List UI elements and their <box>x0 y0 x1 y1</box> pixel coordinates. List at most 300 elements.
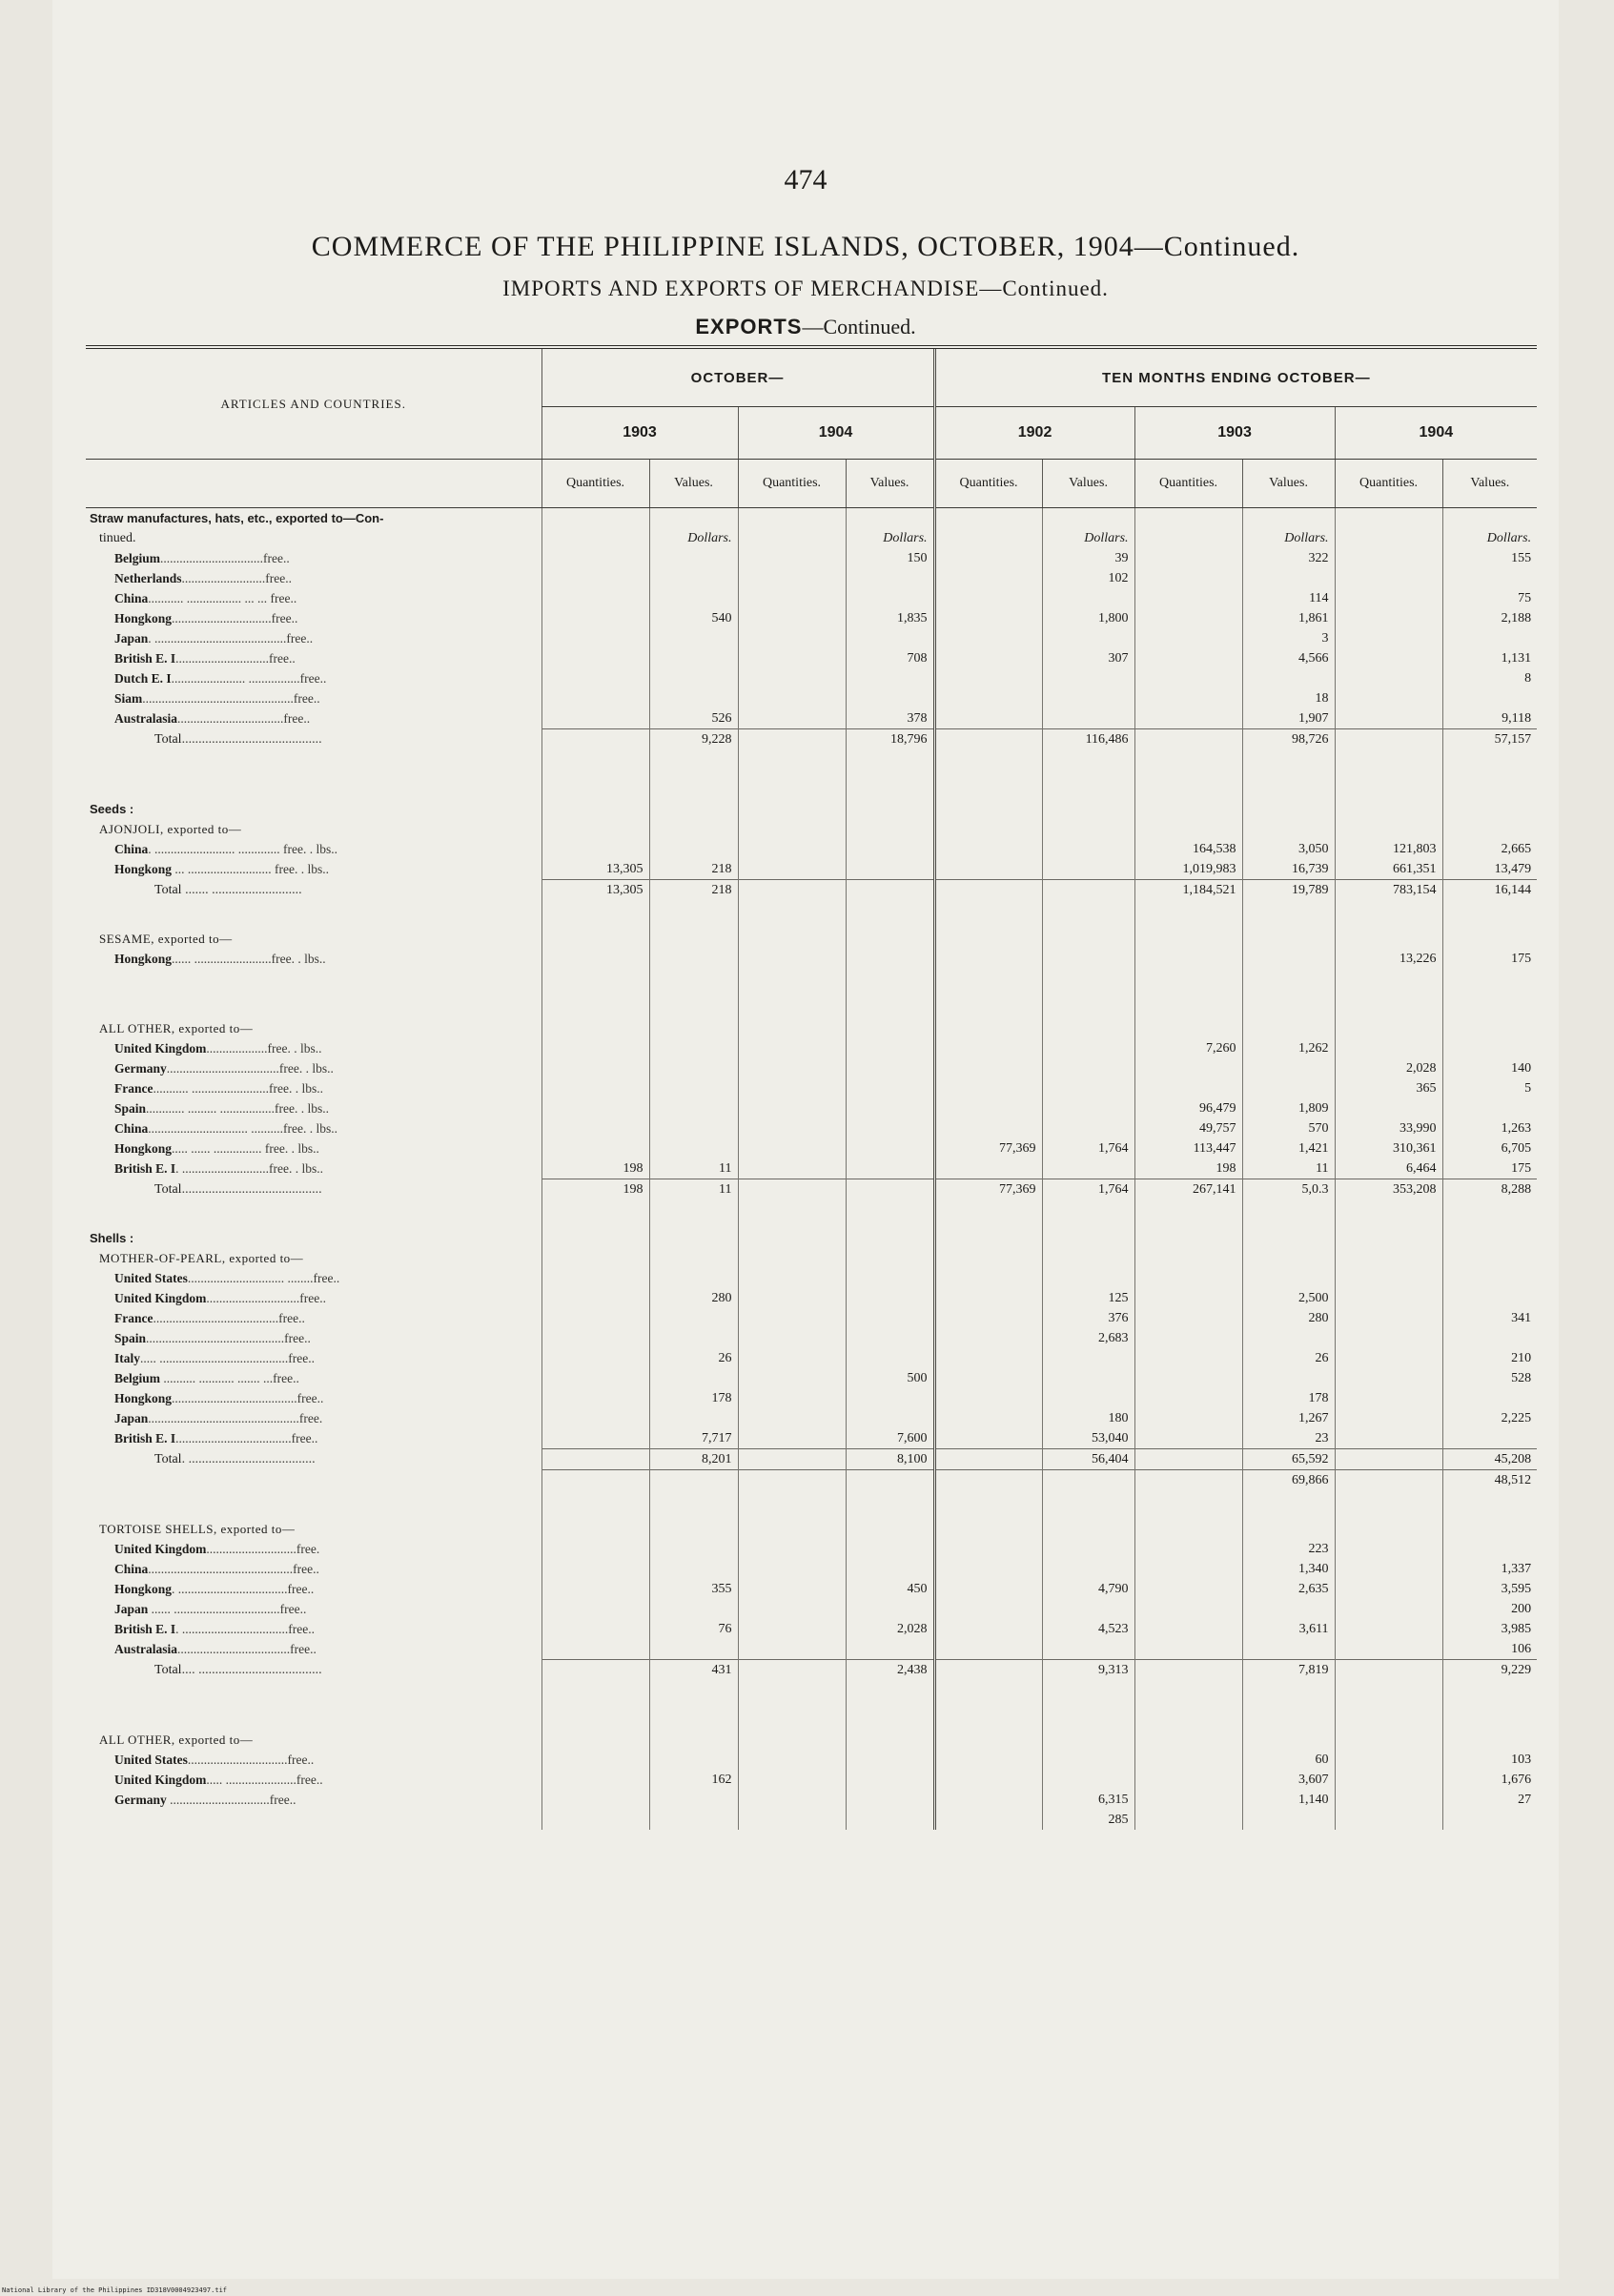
quantity-cell <box>738 1199 846 1228</box>
value-cell <box>649 1599 738 1619</box>
value-cell <box>846 1730 934 1750</box>
quantity-cell <box>541 1730 649 1750</box>
quantity-cell <box>1134 1308 1242 1328</box>
quantity-cell: 113,447 <box>1134 1138 1242 1158</box>
quantity-cell <box>1134 1470 1242 1491</box>
leader-dots: ..... ...... ............... free. . lbs.. <box>172 1141 319 1156</box>
value-cell <box>649 1118 738 1138</box>
row-label-text: China <box>114 1562 149 1576</box>
value-cell <box>1042 799 1134 819</box>
table-row <box>86 749 1537 799</box>
value-cell <box>1042 900 1134 929</box>
table-row <box>86 1660 1537 1681</box>
row-label <box>86 880 541 901</box>
value-cell <box>649 588 738 608</box>
quantity-cell <box>738 1308 846 1328</box>
quantity-cell: 783,154 <box>1335 880 1442 901</box>
quantity-cell <box>934 839 1042 859</box>
row-label-text: China <box>114 842 149 856</box>
table-row <box>86 839 1537 859</box>
row-label-text: Hongkong <box>114 862 173 877</box>
value-cell <box>1442 1018 1537 1038</box>
value-cell <box>649 1308 738 1328</box>
quantity-cell <box>934 1599 1042 1619</box>
quantity-cell <box>934 1619 1042 1639</box>
row-label <box>86 568 541 588</box>
year-header: 1903 <box>1134 407 1335 460</box>
quantity-cell <box>1335 729 1442 750</box>
quantity-cell <box>1134 1730 1242 1750</box>
row-label-text: United Kingdom <box>114 1542 207 1556</box>
quantity-cell <box>738 1118 846 1138</box>
quantity-cell <box>738 1470 846 1491</box>
row-label <box>86 1328 541 1348</box>
row-label <box>86 1449 541 1470</box>
value-cell <box>846 688 934 708</box>
value-cell: 355 <box>649 1579 738 1599</box>
value-cell <box>1242 1018 1335 1038</box>
value-cell <box>1042 708 1134 729</box>
value-cell: 6,315 <box>1042 1790 1134 1810</box>
leader-dots: ..... ......................free.. <box>206 1773 323 1787</box>
table-row <box>86 1158 1537 1179</box>
value-cell <box>1042 668 1134 688</box>
quantity-cell <box>738 729 846 750</box>
quantity-cell <box>1134 1680 1242 1730</box>
quantity-cell <box>1134 1490 1242 1519</box>
quantity-cell <box>541 900 649 929</box>
quantity-cell <box>1134 1619 1242 1639</box>
row-label-text: Hongkong <box>114 1582 173 1596</box>
quantity-cell: 2,028 <box>1335 1058 1442 1078</box>
quantity-cell <box>1335 900 1442 929</box>
values-header: Values. <box>1442 460 1537 508</box>
row-label <box>86 1228 541 1248</box>
quantity-cell <box>1134 1559 1242 1579</box>
quantity-cell <box>738 688 846 708</box>
quantity-cell <box>738 1750 846 1770</box>
value-cell: 39 <box>1042 548 1134 568</box>
quantity-cell <box>1134 528 1242 548</box>
row-label-text: Shells : <box>90 1231 134 1245</box>
quantity-cell <box>1134 949 1242 969</box>
value-cell <box>846 1288 934 1308</box>
row-label <box>86 1770 541 1790</box>
value-cell: 75 <box>1442 588 1537 608</box>
table-row <box>86 1058 1537 1078</box>
quantity-cell <box>738 1388 846 1408</box>
value-cell <box>1442 1328 1537 1348</box>
quantity-cell <box>1134 548 1242 568</box>
year-header: 1904 <box>738 407 934 460</box>
quantity-cell <box>541 1118 649 1138</box>
row-label <box>86 1138 541 1158</box>
table-row <box>86 1199 1537 1228</box>
value-cell <box>1242 969 1335 1018</box>
leader-dots: ...............................free.. <box>166 1793 296 1807</box>
value-cell: 500 <box>846 1368 934 1388</box>
quantity-cell <box>934 1449 1042 1470</box>
section-title <box>52 315 1559 339</box>
row-label <box>86 819 541 839</box>
quantity-cell <box>541 1810 649 1830</box>
value-cell: 7,819 <box>1242 1660 1335 1681</box>
quantity-cell <box>934 929 1042 949</box>
quantity-cell <box>1134 1810 1242 1830</box>
quantity-cell <box>1335 1449 1442 1470</box>
quantity-cell: 96,479 <box>1134 1098 1242 1118</box>
section-title-bold: EXPORTS <box>695 315 803 338</box>
value-cell: 16,144 <box>1442 880 1537 901</box>
quantity-cell <box>1335 628 1442 648</box>
value-cell <box>1442 929 1537 949</box>
value-cell <box>1242 1810 1335 1830</box>
quantity-cell <box>934 1730 1042 1750</box>
quantity-cell <box>1335 588 1442 608</box>
quantity-cell <box>1335 708 1442 729</box>
row-label <box>86 628 541 648</box>
value-cell <box>1442 749 1537 799</box>
row-label <box>86 1579 541 1599</box>
value-cell <box>846 949 934 969</box>
quantity-cell <box>1134 749 1242 799</box>
quantity-cell <box>541 1058 649 1078</box>
quantity-cell <box>934 1470 1042 1491</box>
value-cell <box>846 1308 934 1328</box>
quantity-cell <box>1134 1449 1242 1470</box>
value-cell <box>846 1680 934 1730</box>
value-cell <box>1042 949 1134 969</box>
quantity-cell <box>934 749 1042 799</box>
october-header: OCTOBER— <box>541 347 934 407</box>
value-cell <box>846 1268 934 1288</box>
quantity-cell <box>934 1428 1042 1449</box>
value-cell <box>1042 1559 1134 1579</box>
table-row <box>86 929 1537 949</box>
quantity-cell <box>738 859 846 880</box>
leader-dots: ..........................free.. <box>181 571 292 585</box>
page-title: COMMERCE OF THE PHILIPPINE ISLANDS, OCTOBER, 1904—Continued. <box>311 231 1300 262</box>
value-cell <box>1042 929 1134 949</box>
value-cell <box>846 819 934 839</box>
quantity-cell <box>1335 1790 1442 1810</box>
articles-header: ARTICLES AND COUNTRIES. <box>86 347 541 460</box>
quantity-cell <box>1134 799 1242 819</box>
quantity-cell <box>1335 1490 1442 1519</box>
leader-dots: .................................free.. <box>177 711 311 727</box>
value-cell: 2,438 <box>846 1660 934 1681</box>
row-label-text: Total <box>154 1452 182 1466</box>
quantity-cell <box>934 1078 1042 1098</box>
value-cell <box>846 1810 934 1830</box>
value-cell <box>649 1639 738 1660</box>
value-cell <box>846 1058 934 1078</box>
value-cell: 11 <box>1242 1158 1335 1179</box>
value-cell <box>1042 688 1134 708</box>
value-cell <box>649 1248 738 1268</box>
year-header: 1904 <box>1335 407 1537 460</box>
value-cell: 1,267 <box>1242 1408 1335 1428</box>
quantity-cell <box>1134 1058 1242 1078</box>
quantity-cell <box>1335 568 1442 588</box>
quantity-cell <box>934 568 1042 588</box>
row-label-text: Netherlands <box>114 571 182 585</box>
table-row <box>86 1179 1537 1200</box>
value-cell: 2,635 <box>1242 1579 1335 1599</box>
row-label <box>86 1730 541 1750</box>
value-cell: 285 <box>1042 1810 1134 1830</box>
value-cell <box>1442 799 1537 819</box>
value-cell: 2,188 <box>1442 608 1537 628</box>
value-cell <box>846 1790 934 1810</box>
leader-dots: ................................free.. <box>160 551 290 565</box>
value-cell: 218 <box>649 880 738 901</box>
leader-dots: .......................................... <box>181 731 322 747</box>
table-row <box>86 1368 1537 1388</box>
table-row <box>86 799 1537 819</box>
leader-dots: . ...........................free. . lbs.. <box>175 1161 323 1177</box>
quantity-cell <box>738 880 846 901</box>
value-cell <box>1042 1058 1134 1078</box>
value-cell: 528 <box>1442 1368 1537 1388</box>
value-cell: 4,790 <box>1042 1579 1134 1599</box>
value-cell: 2,225 <box>1442 1408 1537 1428</box>
row-label <box>86 859 541 880</box>
value-cell: 150 <box>846 548 934 568</box>
row-label-text: China <box>114 591 149 605</box>
table-row <box>86 1559 1537 1579</box>
quantity-cell <box>1134 688 1242 708</box>
quantity-cell <box>1335 1199 1442 1228</box>
quantity-cell <box>541 1639 649 1660</box>
quantity-cell <box>1335 1680 1442 1730</box>
quantity-cell <box>738 1348 846 1368</box>
value-cell <box>649 819 738 839</box>
value-cell <box>846 1248 934 1268</box>
quantity-cell <box>541 819 649 839</box>
table-row <box>86 1098 1537 1118</box>
value-cell <box>846 1599 934 1619</box>
quantity-cell <box>541 1539 649 1559</box>
quantity-cell <box>541 688 649 708</box>
row-label <box>86 1288 541 1308</box>
quantity-cell <box>934 1368 1042 1388</box>
quantity-cell: 353,208 <box>1335 1179 1442 1200</box>
quantity-cell <box>1134 1248 1242 1268</box>
table-row <box>86 1519 1537 1539</box>
value-cell: Dollars. <box>1242 528 1335 548</box>
value-cell <box>846 1539 934 1559</box>
quantity-cell <box>1335 528 1442 548</box>
row-label <box>86 839 541 859</box>
quantity-cell <box>541 1098 649 1118</box>
value-cell <box>1042 1018 1134 1038</box>
value-cell: 11 <box>649 1158 738 1179</box>
quantity-cell <box>738 1730 846 1750</box>
value-cell: 210 <box>1442 1348 1537 1368</box>
quantity-cell <box>1134 508 1242 529</box>
quantity-cell <box>541 1078 649 1098</box>
quantity-cell <box>541 508 649 529</box>
value-cell <box>1242 1328 1335 1348</box>
value-cell: 3,985 <box>1442 1619 1537 1639</box>
quantity-cell: 365 <box>1335 1078 1442 1098</box>
value-cell <box>846 568 934 588</box>
value-cell: 708 <box>846 648 934 668</box>
quantity-cell <box>934 648 1042 668</box>
quantity-cell <box>1335 1579 1442 1599</box>
table-row <box>86 1038 1537 1058</box>
value-cell: 26 <box>649 1348 738 1368</box>
leader-dots: ...............................................free.. <box>142 691 320 706</box>
value-cell <box>649 1519 738 1539</box>
quantity-cell <box>541 1248 649 1268</box>
row-label <box>86 1308 541 1328</box>
value-cell: 1,861 <box>1242 608 1335 628</box>
value-cell <box>649 929 738 949</box>
quantity-cell <box>738 1368 846 1388</box>
row-label <box>86 1158 541 1179</box>
leader-dots: .......... ........... ....... ...free.. <box>160 1371 299 1385</box>
table-row <box>86 1308 1537 1328</box>
value-cell <box>846 900 934 929</box>
quantity-cell <box>934 1248 1042 1268</box>
value-cell <box>649 799 738 819</box>
quantity-cell <box>1134 729 1242 750</box>
quantity-cell <box>1335 1408 1442 1428</box>
value-cell <box>1442 1248 1537 1268</box>
quantity-cell <box>541 729 649 750</box>
quantity-cell <box>738 799 846 819</box>
quantity-cell: 121,803 <box>1335 839 1442 859</box>
row-label <box>86 1038 541 1058</box>
quantity-cell <box>541 1428 649 1449</box>
quantity-cell <box>1134 1519 1242 1539</box>
row-label-text: France <box>114 1311 153 1325</box>
value-cell <box>1242 1248 1335 1268</box>
table-row <box>86 548 1537 568</box>
quantity-cell <box>1134 1288 1242 1308</box>
quantity-cell <box>1335 1470 1442 1491</box>
quantity-cell <box>1134 1428 1242 1449</box>
quantity-cell <box>541 929 649 949</box>
quantity-cell <box>1134 1018 1242 1038</box>
value-cell <box>649 1038 738 1058</box>
value-cell: 322 <box>1242 548 1335 568</box>
value-cell: 1,262 <box>1242 1038 1335 1058</box>
value-cell <box>846 668 934 688</box>
leader-dots: ............ ......... .................free. . lbs.. <box>146 1101 330 1116</box>
quantity-cell: 198 <box>541 1179 649 1200</box>
quantity-cell <box>541 799 649 819</box>
quantity-cell <box>541 1348 649 1368</box>
quantity-cell <box>738 1790 846 1810</box>
quantity-cell <box>1335 1639 1442 1660</box>
value-cell: 178 <box>649 1388 738 1408</box>
value-cell: 116,486 <box>1042 729 1134 750</box>
value-cell <box>1442 628 1537 648</box>
value-cell <box>649 1680 738 1730</box>
leader-dots: .......................................free.. <box>172 1391 324 1405</box>
quantity-cell <box>1335 1750 1442 1770</box>
row-label-text: British E. I <box>114 651 176 666</box>
value-cell <box>1242 1199 1335 1228</box>
value-cell <box>649 1490 738 1519</box>
quantity-cell <box>934 880 1042 901</box>
row-label <box>86 1539 541 1559</box>
value-cell <box>1042 1078 1134 1098</box>
table-row <box>86 1078 1537 1098</box>
quantity-cell <box>541 1408 649 1428</box>
value-cell <box>1242 668 1335 688</box>
quantity-cell <box>1335 1428 1442 1449</box>
quantity-cell <box>934 1388 1042 1408</box>
row-label <box>86 1790 541 1810</box>
quantity-cell <box>541 568 649 588</box>
quantity-cell: 1,184,521 <box>1134 880 1242 901</box>
value-cell: 3,611 <box>1242 1619 1335 1639</box>
quantity-cell <box>934 628 1042 648</box>
quantity-cell <box>1335 688 1442 708</box>
value-cell: 162 <box>649 1770 738 1790</box>
value-cell: 53,040 <box>1042 1428 1134 1449</box>
row-label-text: Belgium <box>114 551 161 565</box>
quantity-cell <box>1335 1660 1442 1681</box>
quantity-cell <box>541 1038 649 1058</box>
value-cell: 65,592 <box>1242 1449 1335 1470</box>
value-cell <box>846 1470 934 1491</box>
quantity-cell <box>1335 608 1442 628</box>
row-label-text: Hongkong <box>114 1391 173 1405</box>
quantity-cell <box>1134 1328 1242 1348</box>
row-label-text: Spain <box>114 1101 147 1116</box>
table-row <box>86 628 1537 648</box>
value-cell <box>1242 1680 1335 1730</box>
leader-dots: . ..................................free.. <box>172 1582 315 1596</box>
value-cell <box>1042 508 1134 529</box>
table-row <box>86 969 1537 1018</box>
table-row <box>86 1470 1537 1491</box>
value-cell <box>846 1770 934 1790</box>
quantity-cell <box>934 1660 1042 1681</box>
quantity-cell <box>541 949 649 969</box>
quantity-cell <box>934 1199 1042 1228</box>
value-cell: 1,131 <box>1442 648 1537 668</box>
value-cell <box>1442 1199 1537 1228</box>
quantity-cell: 267,141 <box>1134 1179 1242 1200</box>
quantity-cell <box>738 1490 846 1519</box>
row-label <box>86 608 541 628</box>
value-cell: 23 <box>1242 1428 1335 1449</box>
value-cell <box>846 1038 934 1058</box>
leader-dots: .............................free.. <box>206 1291 327 1305</box>
value-cell <box>846 1388 934 1408</box>
quantity-cell <box>738 749 846 799</box>
quantity-cell <box>541 1519 649 1539</box>
value-cell <box>649 508 738 529</box>
quantity-cell <box>1335 1328 1442 1348</box>
quantity-cell <box>934 1308 1042 1328</box>
leader-dots: ...................................free. . lbs.. <box>166 1061 334 1076</box>
quantity-cell <box>1335 1308 1442 1328</box>
table-row <box>86 1810 1537 1830</box>
values-header: Values. <box>1242 460 1335 508</box>
quantity-cell <box>541 1199 649 1228</box>
value-cell <box>649 628 738 648</box>
row-label <box>86 1098 541 1118</box>
quantity-cell <box>541 648 649 668</box>
quantity-cell: 198 <box>1134 1158 1242 1179</box>
